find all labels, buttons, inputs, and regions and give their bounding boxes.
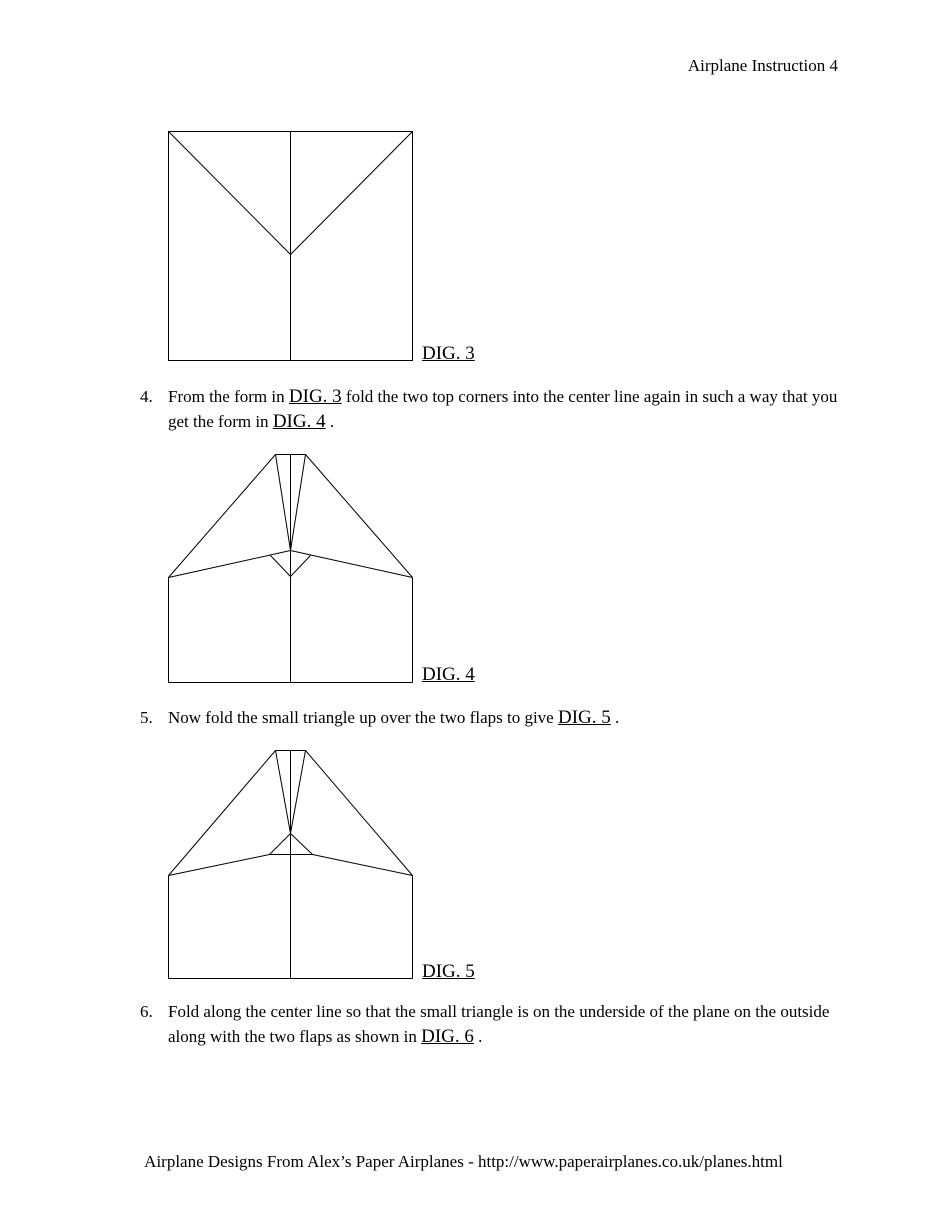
step-text-part: Now fold the small triangle up over the two flaps to give bbox=[168, 708, 554, 727]
step-6 bbox=[140, 999, 845, 1049]
step-number: 6. bbox=[140, 1002, 153, 1021]
step-4 bbox=[140, 384, 845, 434]
diagram-dig-5 bbox=[166, 748, 416, 983]
step-number: 4. bbox=[140, 387, 153, 406]
page-header: Airplane Instruction 4 bbox=[687, 56, 838, 75]
dig-3-reference: DIG. 3 bbox=[288, 386, 342, 407]
step-5 bbox=[140, 705, 845, 730]
step-text bbox=[168, 384, 845, 434]
dig-4-reference: DIG. 4 bbox=[272, 411, 326, 432]
step-text-part: From the form in bbox=[168, 387, 285, 406]
page-footer: Airplane Designs From Alex’s Paper Airplanes - http://www.paperairplanes.co.uk/planes.html bbox=[144, 1152, 783, 1171]
step-text-part: fold the two top corners into the center line again in such a way that you get the form in bbox=[168, 387, 838, 431]
step-text bbox=[168, 705, 845, 730]
dig-4-label: DIG. 4 bbox=[422, 664, 475, 685]
diagram-dig-3 bbox=[166, 130, 416, 365]
step-text bbox=[168, 999, 845, 1049]
dig-3-label: DIG. 3 bbox=[422, 343, 475, 364]
step-text-part: . bbox=[615, 708, 620, 727]
step-text-part: Fold along the center line so that the small triangle is on the underside of the plane on the outside along with the two flaps as shown in bbox=[168, 1002, 830, 1046]
dig-5-label: DIG. 5 bbox=[422, 961, 475, 982]
diagram-dig-4 bbox=[166, 452, 416, 687]
dig-6-reference: DIG. 6 bbox=[421, 1026, 474, 1047]
step-text-part: . bbox=[329, 412, 335, 431]
dig-5-reference: DIG. 5 bbox=[557, 707, 611, 728]
step-text-part: . bbox=[478, 1027, 483, 1046]
step-number: 5. bbox=[140, 708, 153, 727]
